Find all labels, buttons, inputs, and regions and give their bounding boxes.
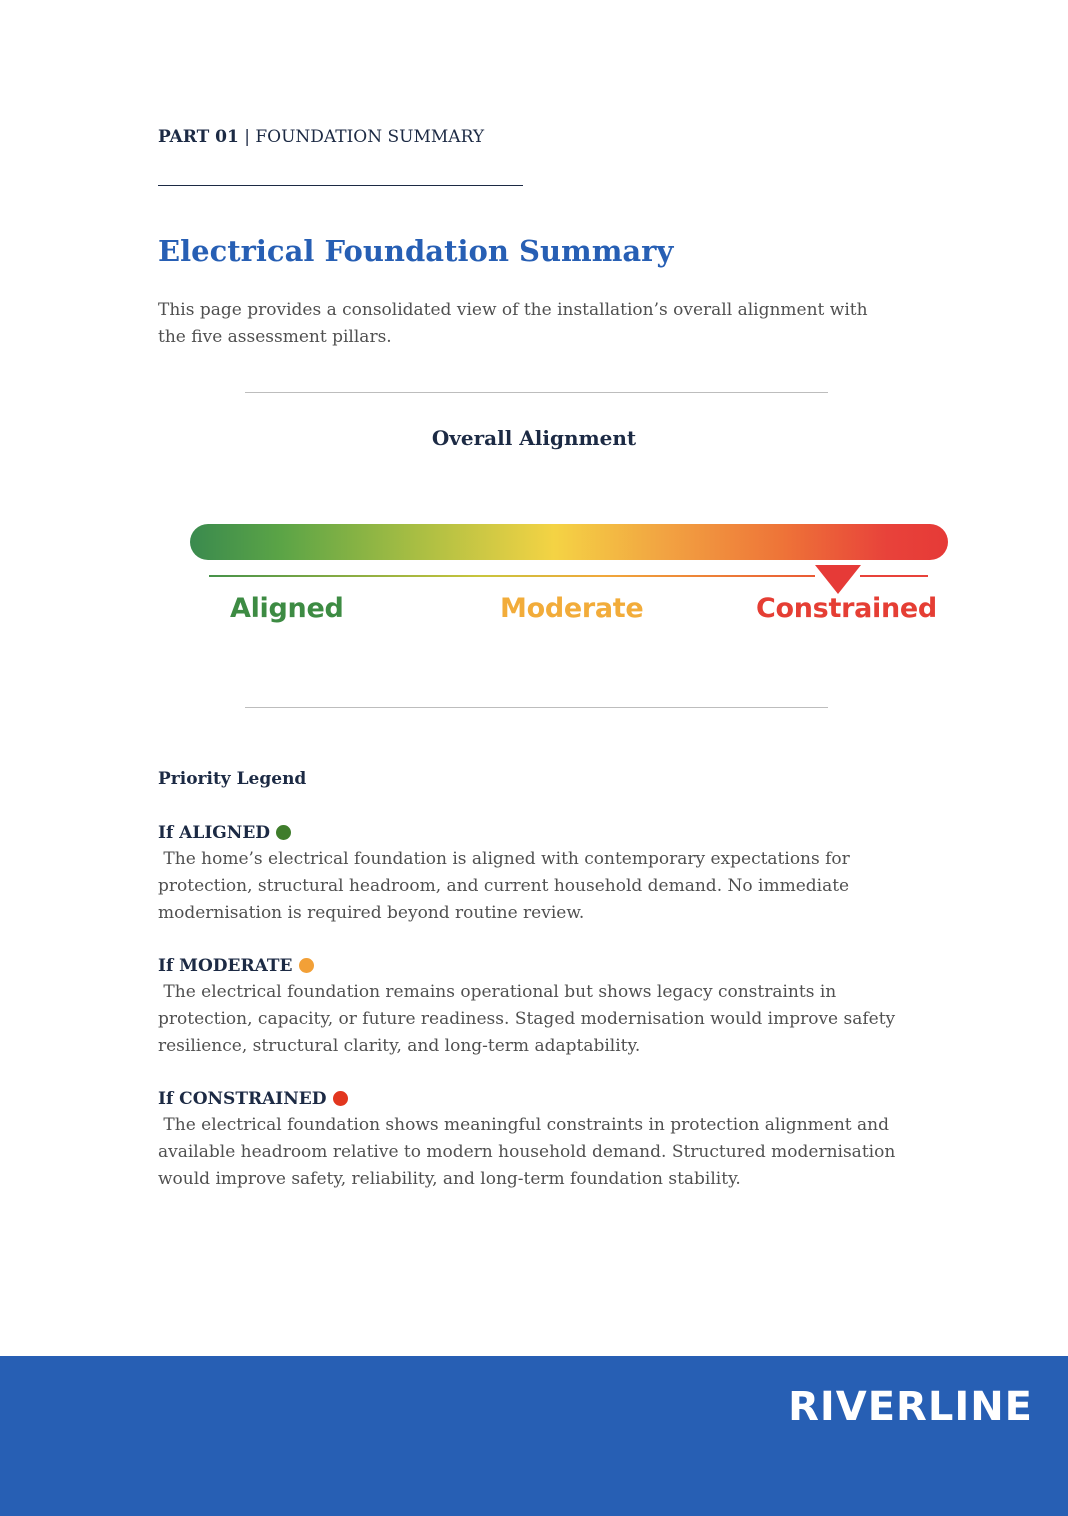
part-separator: | <box>238 127 256 147</box>
orange-dot-icon <box>299 958 314 973</box>
meter-label-moderate: Moderate <box>500 593 644 624</box>
legend-description: The home’s electrical foundation is aligned with contemporary expectations for protection, structural headroom, and current household demand. No immediate modernisation is required beyond routine review. <box>158 849 856 923</box>
red-dot-icon <box>333 1091 348 1106</box>
legend-title: Priority Legend <box>158 769 307 789</box>
alignment-gradient-bar <box>190 524 948 560</box>
meter-baseline-left <box>209 575 815 577</box>
meter-title: Overall Alignment <box>431 426 637 450</box>
legend-item-moderate <box>158 952 901 1060</box>
meter-baseline-right <box>860 575 928 577</box>
green-dot-icon <box>276 825 291 840</box>
top-divider <box>245 392 828 393</box>
alignment-pointer-icon <box>815 565 861 594</box>
legend-item-constrained <box>158 1085 901 1193</box>
page-title: Electrical Foundation Summary <box>158 234 674 268</box>
legend-heading-text: If MODERATE <box>158 955 293 976</box>
legend-heading <box>158 819 898 846</box>
brand-logo: RIVERLINE <box>788 1384 1033 1430</box>
meter-label-aligned: Aligned <box>230 593 344 624</box>
legend-heading <box>158 952 898 979</box>
footer-band <box>0 1356 1068 1516</box>
part-section: FOUNDATION SUMMARY <box>255 127 485 147</box>
meter-label-constrained: Constrained <box>756 593 937 624</box>
legend-heading-text: If CONSTRAINED <box>158 1088 327 1109</box>
part-number: PART 01 <box>158 127 239 147</box>
bottom-divider <box>245 707 828 708</box>
header-rule <box>158 185 523 186</box>
legend-item-aligned <box>158 819 898 927</box>
legend-heading-text: If ALIGNED <box>158 822 271 843</box>
legend-description: The electrical foundation shows meaningful constraints in protection alignment and available headroom relative to modern household demand. Structured modernisation would improve safety, reliability, and long-term foundation stability. <box>158 1115 901 1189</box>
legend-heading <box>158 1085 898 1112</box>
part-header <box>158 127 484 147</box>
intro-text: This page provides a consolidated view of the installation’s overall alignment with the five assessment pillars. <box>158 300 868 347</box>
legend-description: The electrical foundation remains operational but shows legacy constraints in protection, capacity, or future readiness. Staged modernisation would improve safety resilience, structural clarity, and long-term adaptability. <box>158 982 901 1056</box>
